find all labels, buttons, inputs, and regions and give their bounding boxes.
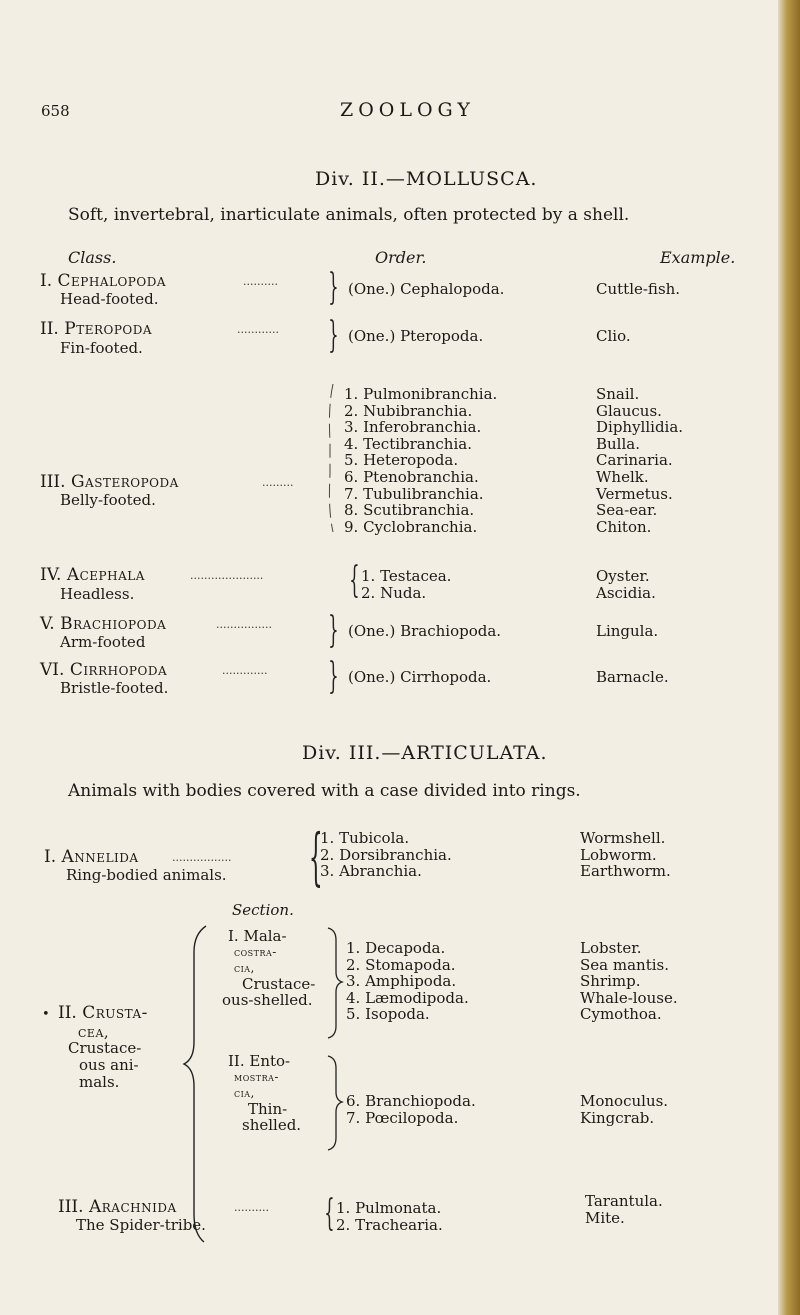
bracket-line bbox=[324, 924, 344, 1042]
order-item: (One.) Pteropoda. bbox=[348, 327, 484, 345]
example-item: Mite. bbox=[585, 1208, 625, 1227]
example-item: Earthworm. bbox=[580, 862, 671, 881]
example-item: Cymothoa. bbox=[580, 1005, 662, 1024]
order-item: 7. Pœcilopoda. bbox=[346, 1108, 459, 1127]
section-line: Crustace- bbox=[242, 975, 316, 993]
example-item: Vermetus. bbox=[596, 484, 673, 503]
order-item: 8. Scutibranchia. bbox=[344, 501, 475, 520]
col-head-class: Class. bbox=[68, 248, 117, 267]
section-line: costra- bbox=[234, 945, 277, 959]
class-sub: Bristle-footed. bbox=[60, 679, 169, 697]
example-item: Lobster. bbox=[580, 939, 642, 957]
example-item: Kingcrab. bbox=[580, 1108, 655, 1127]
example-item: Lingula. bbox=[596, 622, 659, 640]
div3-intro: Animals with bodies covered with a case divided into rings. bbox=[68, 781, 581, 801]
running-head: ZOOLOGY bbox=[340, 99, 475, 121]
order-item: 1. Pulmonibranchia. bbox=[344, 385, 498, 403]
section-line: shelled. bbox=[242, 1116, 302, 1134]
example-list bbox=[585, 1193, 663, 1226]
order-item: 4. Læmodipoda. bbox=[346, 988, 469, 1007]
class-crustacea: II. Crusta- bbox=[58, 1003, 148, 1023]
class-sub: The Spider-tribe. bbox=[76, 1216, 206, 1234]
class-pteropoda: II. Pteropoda bbox=[40, 319, 153, 339]
div3-title: Div. III.—ARTICULATA. bbox=[302, 742, 548, 764]
leader-dots: ............. bbox=[222, 664, 268, 677]
order-item: 4. Tectibranchia. bbox=[344, 434, 472, 453]
section-line: cia, bbox=[234, 1086, 255, 1100]
example-item: Snail. bbox=[596, 385, 640, 403]
order-item: 1. Pulmonata. bbox=[336, 1199, 442, 1217]
example-item: Wormshell. bbox=[580, 829, 666, 847]
leader-dots: ................ bbox=[216, 618, 272, 631]
example-item: Diphyllidia. bbox=[596, 418, 684, 437]
left-brace: { bbox=[349, 560, 360, 601]
example-item: Oyster. bbox=[596, 567, 650, 585]
class-gasteropoda: III. Gasteropoda bbox=[40, 472, 179, 492]
example-item: Tarantula. bbox=[585, 1192, 663, 1210]
example-item: Glaucus. bbox=[596, 401, 662, 420]
order-list bbox=[361, 568, 451, 601]
example-item: Shrimp. bbox=[580, 972, 641, 991]
example-item: Whelk. bbox=[596, 467, 649, 486]
order-item: 1. Decapoda. bbox=[346, 939, 446, 957]
class-annelida: I. Annelida bbox=[44, 847, 139, 867]
order-list bbox=[336, 1200, 443, 1233]
class-cephalopoda: I. Cephalopoda bbox=[40, 271, 167, 291]
example-list bbox=[596, 386, 683, 535]
example-item: Ascidia. bbox=[596, 583, 656, 602]
order-item: 6. Branchiopoda. bbox=[346, 1092, 476, 1110]
order-list bbox=[346, 1093, 476, 1126]
right-brace: } bbox=[328, 610, 339, 651]
order-item: 1. Testacea. bbox=[361, 567, 452, 585]
class-sub: Fin-footed. bbox=[60, 339, 143, 357]
order-item: 2. Stomapoda. bbox=[346, 955, 456, 974]
class-arachnida: III. Arachnida bbox=[58, 1197, 177, 1217]
section-line: cia, bbox=[234, 961, 255, 975]
order-item: 2. Nuda. bbox=[361, 583, 427, 602]
leader-dots: .......... bbox=[234, 1201, 269, 1214]
order-item: (One.) Cephalopoda. bbox=[348, 280, 505, 298]
example-item: Whale-louse. bbox=[580, 988, 678, 1007]
col-head-order: Order. bbox=[375, 248, 427, 267]
bracket-line bbox=[180, 924, 214, 1244]
right-brace: } bbox=[328, 656, 339, 697]
example-item: Carinaria. bbox=[596, 451, 673, 470]
left-brace: { bbox=[324, 1193, 335, 1234]
bracket-line bbox=[326, 382, 340, 534]
bullet: • bbox=[42, 1007, 50, 1022]
example-item: Bulla. bbox=[596, 434, 640, 453]
order-item: 5. Isopoda. bbox=[346, 1005, 430, 1024]
class-sub-line: mals. bbox=[79, 1073, 120, 1091]
col-head-example: Example. bbox=[660, 248, 736, 267]
leader-dots: ......... bbox=[262, 476, 294, 489]
leader-dots: ............ bbox=[237, 323, 279, 336]
section-line: ous-shelled. bbox=[222, 991, 313, 1009]
order-item: (One.) Cirrhopoda. bbox=[348, 668, 492, 686]
page-edge bbox=[778, 0, 800, 1315]
bracket-line bbox=[324, 1052, 344, 1152]
section-line: Thin- bbox=[248, 1100, 288, 1118]
section-malacostracia bbox=[220, 928, 328, 1008]
div2-title: Div. II.—MOLLUSCA. bbox=[315, 168, 538, 190]
class-sub: Ring-bodied animals. bbox=[66, 866, 227, 884]
class-sub bbox=[68, 1040, 141, 1091]
order-item: 3. Amphipoda. bbox=[346, 972, 457, 991]
order-item: 1. Tubicola. bbox=[320, 829, 410, 847]
order-item: 9. Cyclobranchia. bbox=[344, 517, 478, 536]
order-item: 2. Dorsibranchia. bbox=[320, 845, 452, 864]
order-list bbox=[344, 386, 497, 535]
leader-dots: .......... bbox=[243, 275, 278, 288]
order-item: (One.) Brachiopoda. bbox=[348, 622, 502, 640]
example-list bbox=[580, 940, 678, 1023]
example-item: Barnacle. bbox=[596, 668, 669, 686]
example-list bbox=[596, 568, 656, 601]
right-brace: } bbox=[328, 315, 339, 356]
class-sub: Head-footed. bbox=[60, 290, 159, 308]
example-item: Chiton. bbox=[596, 517, 652, 536]
example-item: Monoculus. bbox=[580, 1092, 669, 1110]
order-list bbox=[320, 830, 452, 880]
right-brace: } bbox=[328, 267, 339, 308]
class-name-cont: cea, bbox=[78, 1023, 110, 1041]
example-item: Cuttle-fish. bbox=[596, 280, 681, 298]
class-sub: Headless. bbox=[60, 585, 135, 603]
section-line: mostra- bbox=[234, 1070, 279, 1084]
example-item: Sea-ear. bbox=[596, 501, 658, 520]
leader-dots: ..................... bbox=[190, 569, 264, 582]
class-brachiopoda: V. Brachiopoda bbox=[40, 614, 167, 634]
class-sub: Arm-footed bbox=[60, 633, 146, 651]
order-item: 6. Ptenobranchia. bbox=[344, 467, 479, 486]
order-item: 2. Trachearia. bbox=[336, 1215, 443, 1234]
section-line: I. Mala- bbox=[228, 927, 287, 945]
order-list bbox=[346, 940, 469, 1023]
order-item: 5. Heteropoda. bbox=[344, 451, 459, 470]
example-list bbox=[580, 1093, 668, 1126]
class-sub-line: ous ani- bbox=[79, 1056, 139, 1074]
div2-intro: Soft, invertebral, inarticulate animals, often protected by a shell. bbox=[68, 205, 630, 225]
example-list bbox=[580, 830, 671, 880]
example-item: Sea mantis. bbox=[580, 955, 669, 974]
class-cirrhopoda: VI. Cirrhopoda bbox=[40, 660, 168, 680]
leader-dots: ................. bbox=[172, 851, 232, 864]
order-item: 2. Nubibranchia. bbox=[344, 401, 473, 420]
section-line: II. Ento- bbox=[228, 1052, 291, 1070]
class-sub: Belly-footed. bbox=[60, 491, 156, 509]
left-brace: { bbox=[308, 820, 323, 893]
order-item: 3. Inferobranchia. bbox=[344, 418, 482, 437]
example-item: Lobworm. bbox=[580, 845, 657, 864]
class-sub-line: Crustace- bbox=[68, 1039, 142, 1057]
section-head: Section. bbox=[232, 901, 294, 919]
section-entomostracia bbox=[220, 1053, 328, 1133]
page-number: 658 bbox=[41, 102, 70, 120]
example-item: Clio. bbox=[596, 327, 631, 345]
order-item: 7. Tubulibranchia. bbox=[344, 484, 484, 503]
class-acephala: IV. Acephala bbox=[40, 565, 145, 585]
order-item: 3. Abranchia. bbox=[320, 862, 422, 881]
